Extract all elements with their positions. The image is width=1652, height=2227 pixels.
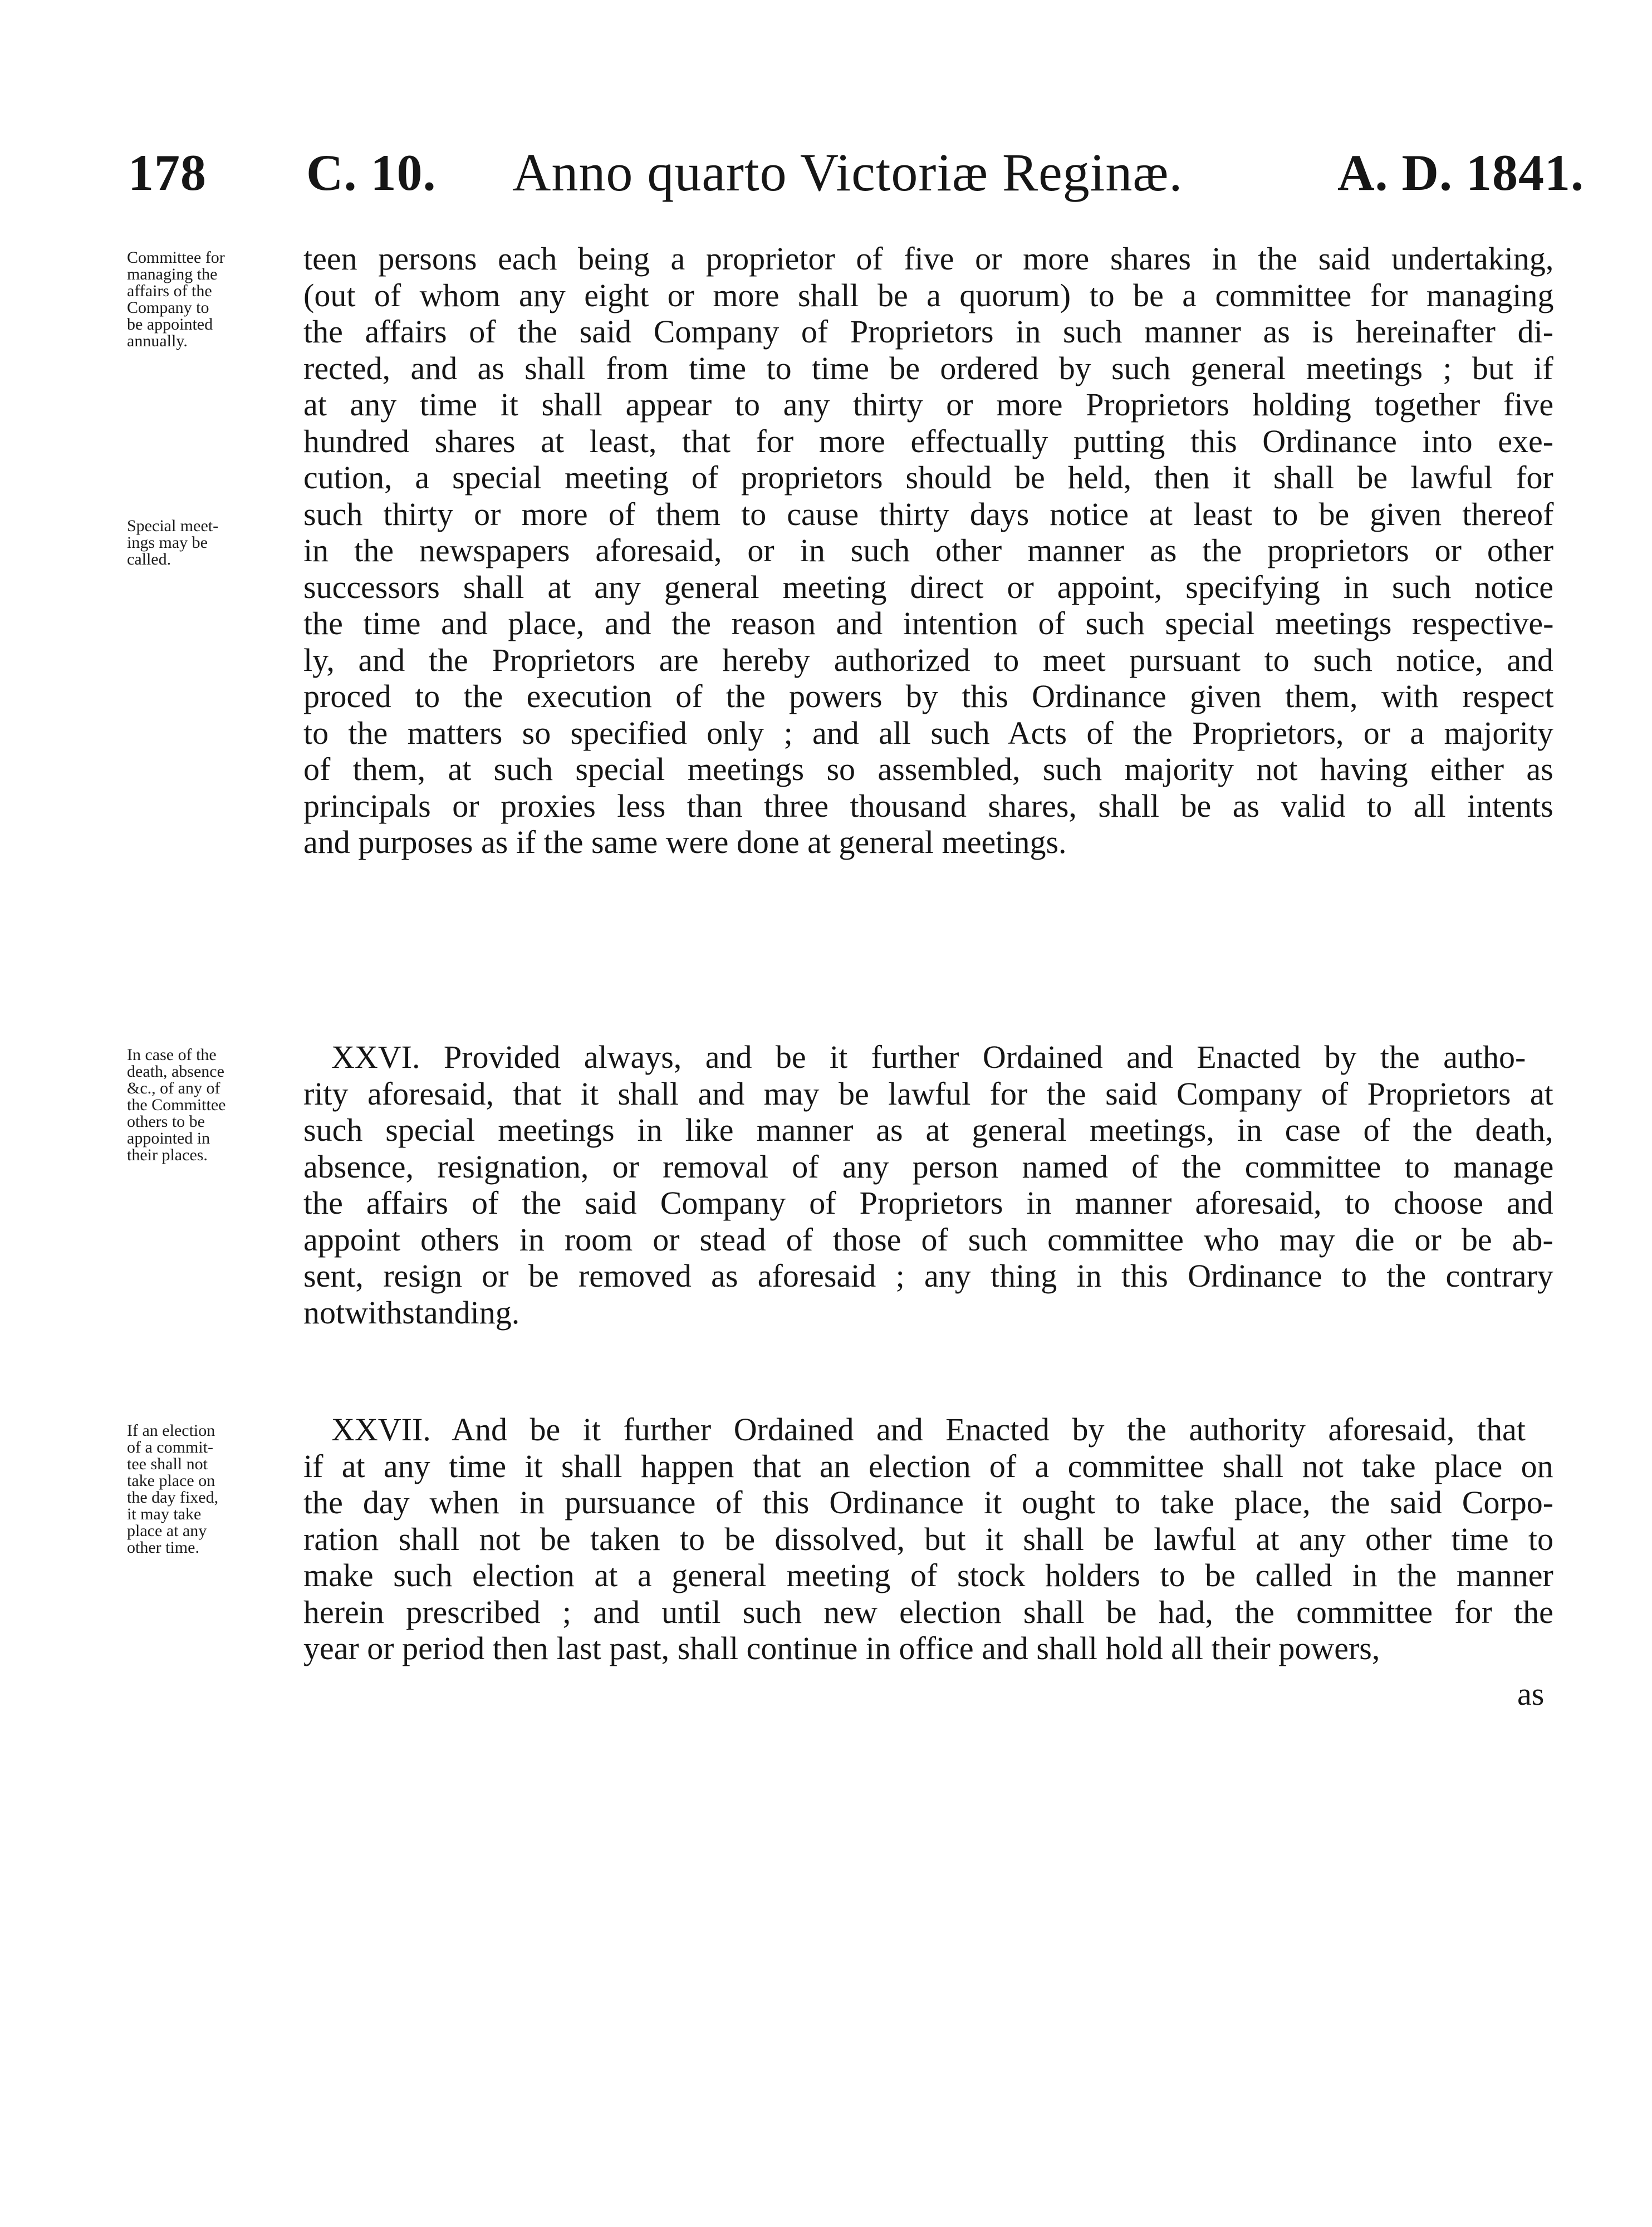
margin-note-death-absence — [127, 1047, 288, 1164]
text-line: the affairs of the said Company of Proprietors in manner aforesaid, to choose and — [303, 1185, 1553, 1221]
text-line: teen persons each being a proprietor of five or more shares in the said undertaking, — [303, 241, 1554, 277]
paragraph-continuation — [303, 241, 1553, 861]
text-line: at any time it shall appear to any thirty or more Proprietors holding together five — [303, 386, 1554, 423]
margin-note-line: take place on — [127, 1471, 215, 1490]
margin-note-line: the day fixed, — [127, 1488, 219, 1507]
margin-note-line: &c., of any of — [127, 1079, 220, 1097]
margin-note-line: In case of the — [127, 1046, 217, 1064]
text-line: the affairs of the said Company of Proprietors in such manner as is hereinafter di- — [303, 313, 1554, 350]
text-line: notwithstanding. — [303, 1294, 520, 1331]
margin-note-line: Committee for — [127, 248, 225, 267]
text-line: ration shall not be taken to be dissolved, but it shall be lawful at any other time to — [303, 1520, 1554, 1557]
text-line: the time and place, and the reason and intention of such special meetings respective- — [303, 605, 1554, 641]
text-line: (out of whom any eight or more shall be a quorum) to be a committee for managing — [303, 277, 1554, 313]
margin-note-election — [127, 1422, 288, 1556]
section-xxvii — [303, 1411, 1553, 1667]
text-line: proced to the execution of the powers by this Ordinance given them, with respect — [303, 678, 1554, 714]
margin-note-line: it may take — [127, 1505, 202, 1523]
margin-note-line: called. — [127, 550, 171, 568]
text-line: make such election at a general meeting of stock holders to be called in the manner — [303, 1557, 1553, 1593]
margin-note-line: be appointed — [127, 315, 213, 333]
margin-note-line: managing the — [127, 265, 218, 283]
margin-note-committee — [127, 249, 288, 350]
margin-note-line: If an election — [127, 1421, 215, 1440]
text-line: in the newspapers aforesaid, or in such other manner as the proprietors or other — [303, 532, 1554, 568]
text-line: such thirty or more of them to cause thirty days notice at least to be given thereof — [303, 496, 1554, 532]
year-label: A. D. 1841. — [1337, 144, 1584, 201]
margin-note-line: of a commit- — [127, 1438, 213, 1456]
margin-note-line: other time. — [127, 1538, 199, 1557]
text-line: cution, a special meeting of proprietors should be held, then it shall be lawful for — [303, 459, 1553, 496]
text-line: such special meetings in like manner as at general meetings, in case of the death, — [303, 1112, 1553, 1148]
text-line: absence, resignation, or removal of any person named of the committee to manage — [303, 1148, 1554, 1185]
text-line: XXVI. Provided always, and be it further Ordained and Enacted by the autho- — [331, 1039, 1526, 1075]
margin-note-line: affairs of the — [127, 282, 212, 300]
margin-note-line: others to be — [127, 1112, 205, 1131]
running-header — [128, 136, 1584, 209]
text-line: herein prescribed ; and until such new election shall be had, the committee for the — [303, 1593, 1553, 1630]
margin-note-line: Company to — [127, 298, 209, 317]
text-line: rected, and as shall from time to time be ordered by such general meetings ; but if — [303, 350, 1553, 386]
text-line: hundred shares at least, that for more effectually putting this Ordinance into exe- — [303, 423, 1554, 459]
margin-note-line: death, absence — [127, 1062, 224, 1081]
margin-note-line: the Committee — [127, 1096, 226, 1114]
text-line: if at any time it shall happen that an election of a committee shall not take place on — [303, 1448, 1553, 1484]
text-line: ly, and the Proprietors are hereby authorized to meet pursuant to such notice, and — [303, 641, 1554, 678]
catchword: as — [1517, 1676, 1545, 1712]
margin-note-line: ings may be — [127, 533, 208, 552]
section-xxvi — [303, 1039, 1553, 1331]
margin-note-line: Special meet- — [127, 517, 219, 535]
text-line: the day when in pursuance of this Ordinance it ought to take place, the said Corpo- — [303, 1484, 1554, 1520]
margin-note-special-meetings — [127, 518, 288, 568]
margin-note-line: appointed in — [127, 1129, 210, 1147]
margin-note-line: their places. — [127, 1146, 208, 1164]
text-line: principals or proxies less than three thousand shares, shall be as valid to all intents — [303, 787, 1553, 824]
text-line: of them, at such special meetings so assembled, such majority not having either as — [303, 751, 1553, 787]
text-line: and purposes as if the same were done at general meetings. — [303, 824, 1067, 860]
text-line: rity aforesaid, that it shall and may be lawful for the said Company of Proprietors at — [303, 1075, 1553, 1112]
margin-note-line: annually. — [127, 332, 188, 350]
text-line: XXVII. And be it further Ordained and Enacted by the authority aforesaid, that — [331, 1411, 1526, 1448]
page-number: 178 — [128, 144, 207, 201]
text-line: appoint others in room or stead of those of such committee who may die or be ab- — [303, 1221, 1553, 1258]
text-line: to the matters so specified only ; and all such Acts of the Proprietors, or a majority — [303, 714, 1553, 751]
margin-note-line: place at any — [127, 1522, 207, 1540]
text-line: year or period then last past, shall continue in office and shall hold all their powers, — [303, 1630, 1380, 1666]
margin-note-line: tee shall not — [127, 1455, 208, 1473]
running-title: Anno quarto Victoriæ Reginæ. — [512, 143, 1183, 202]
text-line: sent, resign or be removed as aforesaid ; any thing in this Ordinance to the contrary — [303, 1258, 1553, 1294]
text-line: successors shall at any general meeting direct or appoint, specifying in such notice — [303, 568, 1554, 605]
chapter-number: C. 10. — [306, 144, 437, 201]
